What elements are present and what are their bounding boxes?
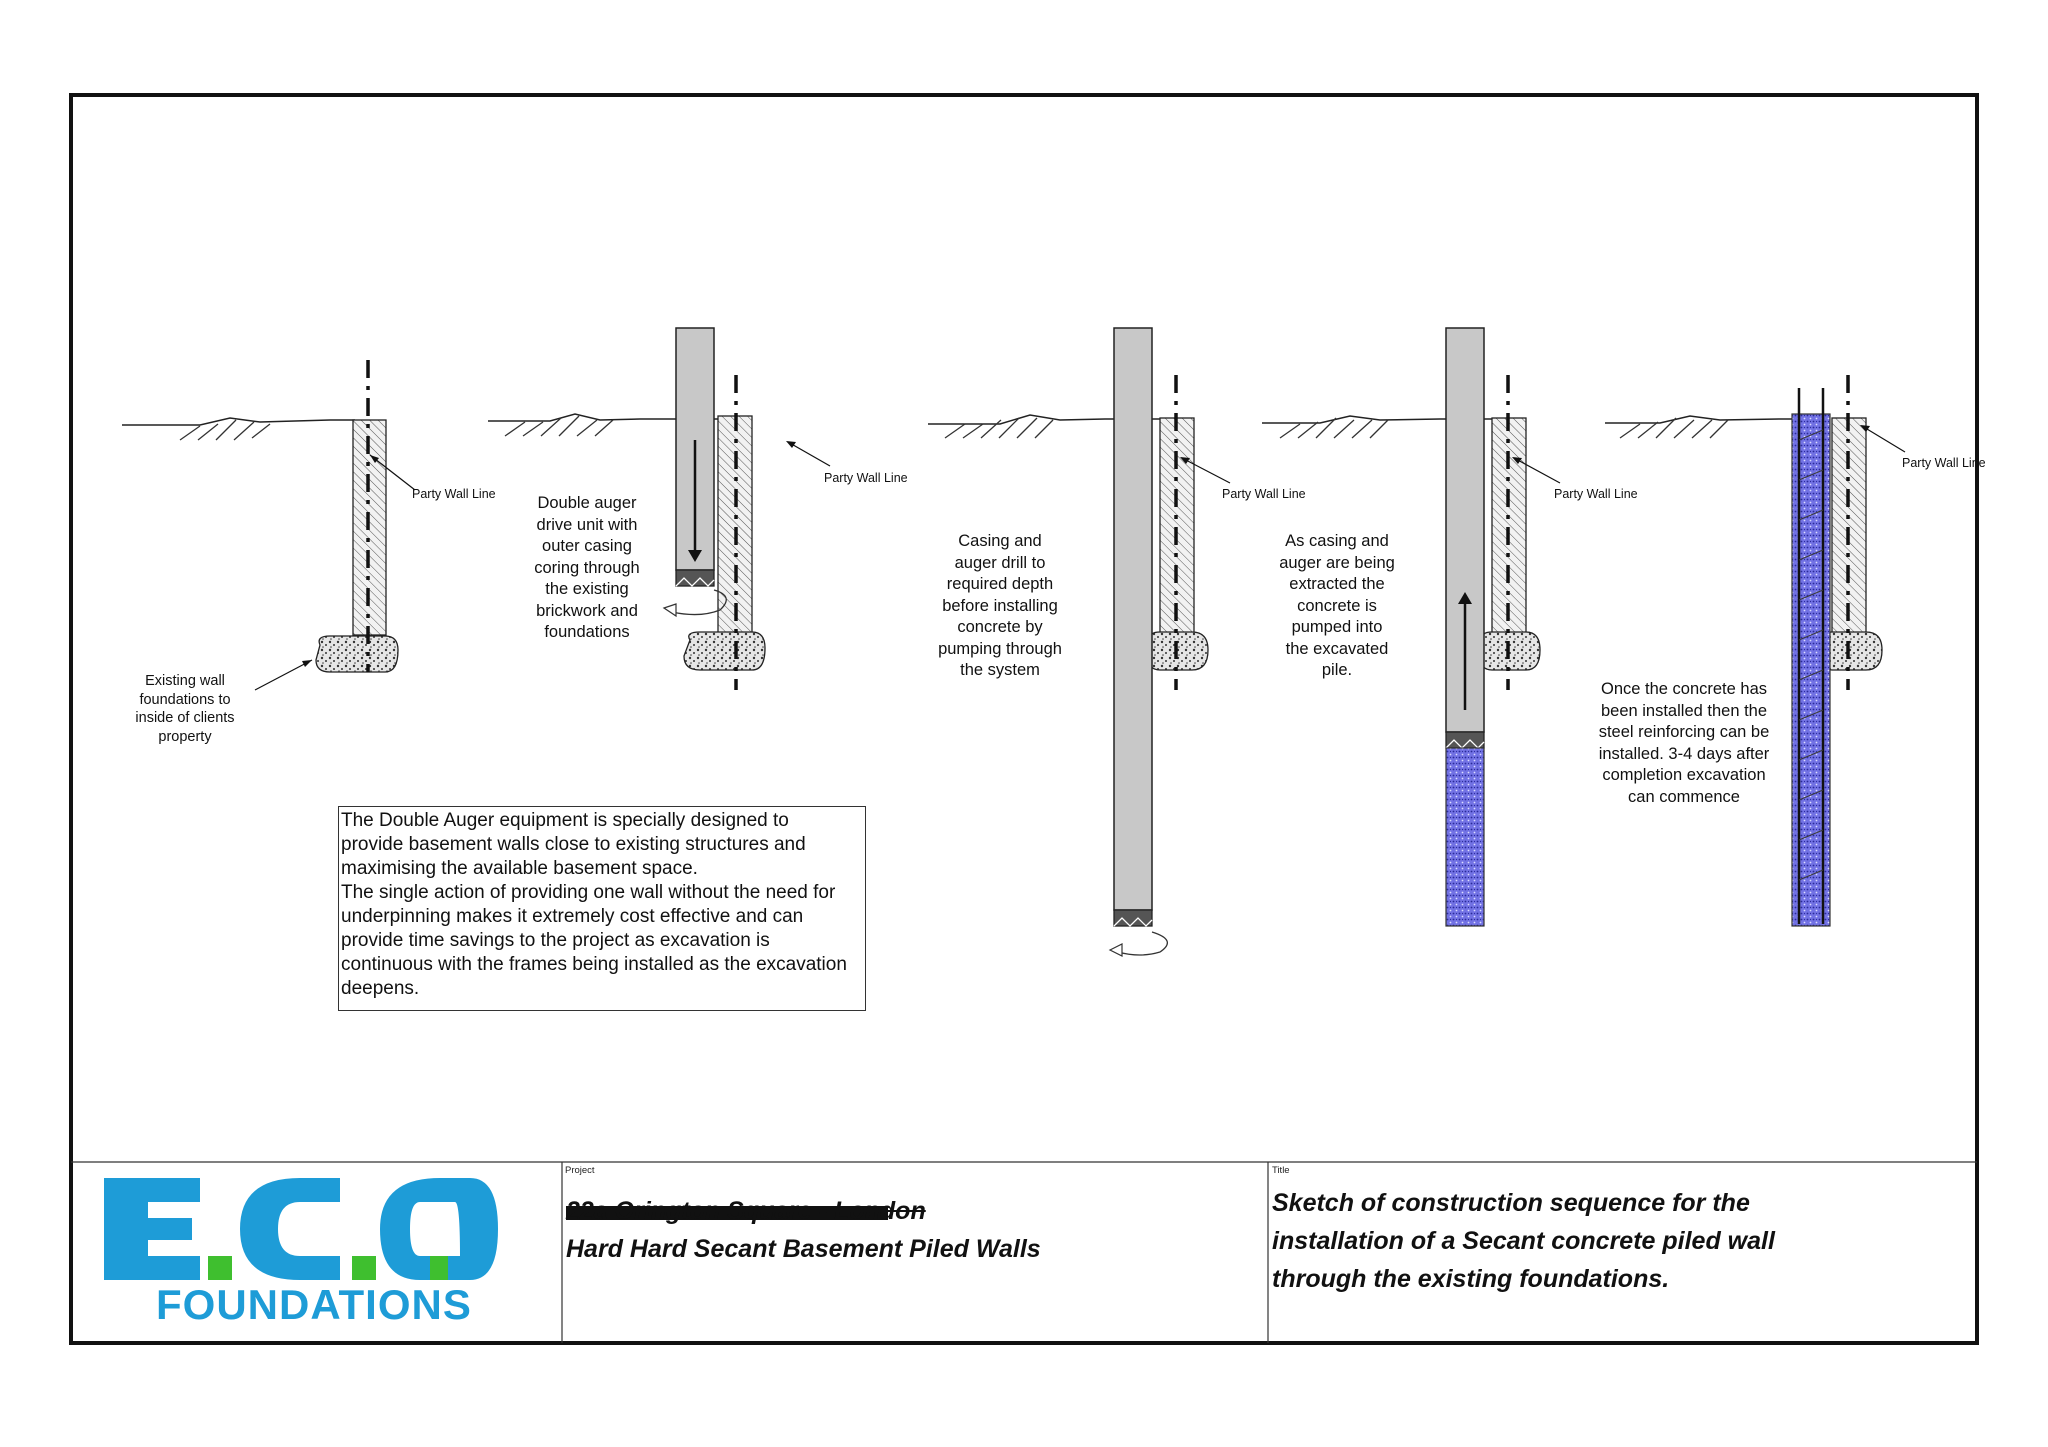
existing-foundation [684,632,765,670]
project-name: 22a Orington Square - London [566,1197,926,1225]
existing-foundation [1822,632,1882,670]
project-description: Hard Hard Secant Basement Piled Walls [566,1235,1041,1263]
note-line: continuous with the frames being installed as the excavation [341,954,847,975]
note-line: underpinning makes it extremely cost effective and can [341,906,804,927]
party-wall-label-3: Party Wall Line [1222,487,1306,501]
ground-line [1605,416,1800,423]
project-tag: Project [565,1165,595,1176]
drawing-title-line-3: through the existing foundations. [1272,1265,1670,1293]
logo-mark-text [0,0,3,1]
existing-foundation [316,636,398,672]
step4-description: Once the concrete has been installed then the steel reinforcing can be installed. 3-4 days after completion excavation can commence [1598,680,1770,806]
stage-5-reinforced-pile [1605,375,1905,926]
note-line: provide time savings to the project as excavation is [341,930,770,951]
drawing-title-line-1: Sketch of construction sequence for the [1272,1189,1750,1217]
poured-concrete [1446,748,1484,926]
note-line: The single action of providing one wall without the need for [341,882,836,903]
note-line: provide basement walls close to existing structures and [341,834,806,855]
party-wall-label-4: Party Wall Line [1554,487,1638,501]
existing-foundation [1480,632,1540,670]
logo-wordmark: FOUNDATIONS [156,1281,472,1328]
note-line: The Double Auger equipment is specially designed to [341,810,789,831]
step3-description: As casing and auger are being extracted the concrete is pumped into the excavated pile. [1279,532,1395,679]
drawing-title-line-2: installation of a Secant concrete piled wall [1272,1227,1775,1255]
rotation-arrow [1118,932,1167,955]
ground-line [122,418,355,425]
concrete-pile [1792,414,1830,926]
existing-foundations-label: Existing wall foundations to inside of clients property [135,673,235,745]
description-note-box [338,806,866,1011]
note-line: deepens. [341,978,420,999]
eco-logo [104,1178,498,1280]
note-line: maximising the available basement space. [341,858,698,879]
existing-foundation [1148,632,1208,670]
step1-description: Double auger drive unit with outer casing coring through the existing brickwork and foundations [534,494,640,641]
party-wall-label-1: Party Wall Line [412,487,496,501]
title-tag: Title [1272,1165,1290,1176]
stage-1-existing-wall [122,360,415,690]
party-wall-label-2: Party Wall Line [824,471,908,485]
party-wall-label-5: Party Wall Line [1902,456,1986,470]
step2-description: Casing and auger drill to required depth before installing concrete by pumping through the system [938,532,1062,679]
auger-casing [1114,328,1152,910]
